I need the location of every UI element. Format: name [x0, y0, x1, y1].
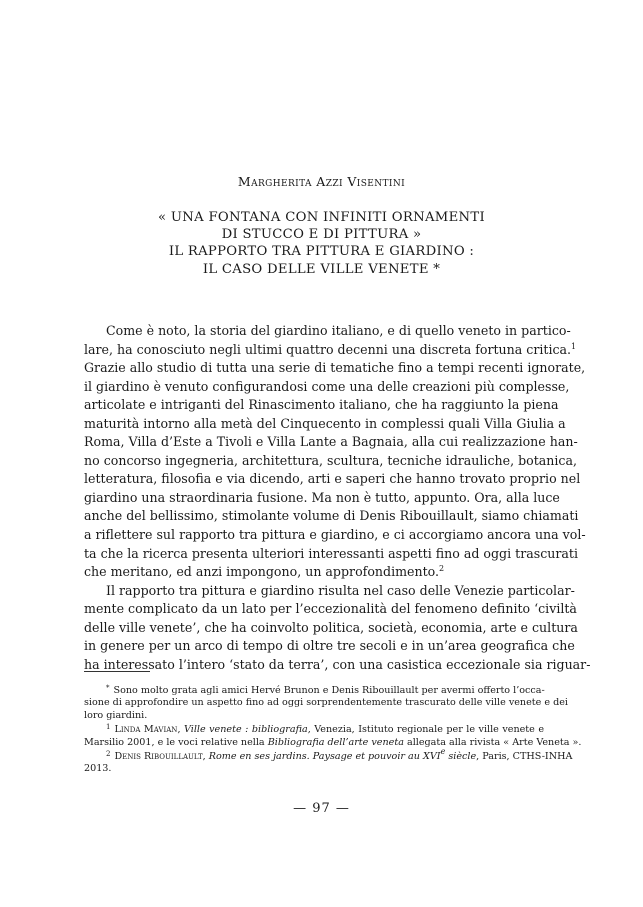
text-line: il giardino è venuto configurandosi come una delle creazioni più complesse,: [84, 378, 570, 394]
text-line: lare, ha conosciuto negli ultimi quattro decenni una discreta fortuna critica.$^1$: [84, 341, 577, 357]
footnote-ref-2[interactable]: 2: [439, 564, 445, 574]
footnote-line: loro giardini.: [84, 709, 148, 721]
title-line: IL CASO DELLE VILLE VENETE *: [202, 261, 441, 277]
footnote-title: [84, 684, 568, 722]
footnote-line: * Sono molto grata agli amici Hervé Brunon e Denis Ribouillault per avermi offerto l’occa-: [106, 684, 545, 696]
text-line: Il rapporto tra pittura e giardino risulta nel caso delle Venezie particolar-: [106, 582, 575, 598]
text-line: che meritano, ed anzi impongono, un approfondimento.$^2$: [84, 564, 445, 580]
footnote-divider: [84, 671, 150, 672]
paragraph-2: [84, 582, 591, 675]
text-line: anche del bellissimo, stimolante volume di Denis Ribouillault, siamo chiamati: [84, 508, 579, 524]
text-line: Come è noto, la storia del giardino italiano, e di quello veneto in partico-: [106, 323, 571, 338]
footnote-line: sione di approfondire un aspetto fino ad oggi sorprendentemente trascurato delle ville venete e dei: [84, 697, 568, 709]
author-name: Margherita Azzi Visentini: [237, 174, 406, 189]
paragraph-1: [84, 322, 586, 582]
footnote-mark: *: [106, 684, 110, 692]
text-line: Grazie allo studio di tutta una serie di tematiche fino a tempi recenti ignorate,: [84, 360, 586, 376]
footnote-1: [84, 723, 582, 749]
text-line: articolate e intriganti del Rinascimento italiano, che ha raggiunto la piena: [84, 397, 559, 413]
footnote-ref-1[interactable]: 1: [571, 341, 577, 351]
text-line: a riflettere sul rapporto tra pittura e giardino, e ci accorgiamo ancora una vol-: [84, 527, 586, 543]
footnote-mark: 2: [106, 750, 111, 759]
page-number: — 97 —: [293, 801, 350, 816]
text-line: no concorso ingegneria, architettura, scultura, tecniche idrauliche, botanica,: [84, 452, 578, 468]
footnote-2: [84, 747, 573, 776]
text-line: ha interessato l’intero ‘stato da terra’, con una casistica eccezionale sia riguar-: [84, 656, 591, 672]
text-line: letteratura, filosofia e via dicendo, arti e saperi che hanno trovato proprio nel: [84, 471, 581, 487]
footnote-line: 2013.: [84, 763, 112, 775]
footnote-line: Marsilio 2001, e le voci relative nella Bibliografia dell’arte veneta allegata alla rivista « Arte Veneta ».: [84, 736, 582, 748]
text-line: ta che la ricerca presenta ulteriori interessanti aspetti fino ad oggi trascurati: [84, 545, 578, 561]
article-title: [0, 209, 643, 278]
text-line: Roma, Villa d’Este a Tivoli e Villa Lante a Bagnaia, alla cui realizzazione han-: [84, 434, 578, 450]
body-text: [84, 322, 591, 674]
title-footnote-mark: *: [433, 261, 441, 277]
text-line: in genere per un arco di tempo di oltre tre secoli e in un’area geografica che: [84, 638, 575, 654]
title-line: DI STUCCO E DI PITTURA »: [221, 227, 422, 243]
title-line: IL RAPPORTO TRA PITTURA E GIARDINO :: [168, 244, 475, 260]
footnotes: [84, 684, 582, 778]
text-line: mente complicato da un lato per l’eccezionalità del fenomeno definito ‘civiltà: [84, 601, 577, 617]
text-line: maturità intorno alla metà del Cinquecento in complessi quali Villa Giulia a: [84, 415, 566, 431]
text-line: delle ville venete’, che ha coinvolto politica, società, economia, arte e cultura: [84, 619, 578, 635]
text-line: giardino una straordinaria fusione. Ma non è tutto, appunto. Ora, alla luce: [84, 489, 560, 505]
footnote-line: $^1$ Linda Mavian, Ville venete : bibliografia, Venezia, Istituto regionale per le ville venete e: [106, 723, 545, 736]
title-line: « UNA FONTANA CON INFINITI ORNAMENTI: [158, 210, 485, 225]
footnote-mark: 1: [106, 723, 111, 732]
footnote-line: $^2$ Denis Ribouillault, Rome en ses jardins. Paysage et pouvoir au XVIe siècle, Paris, CTHS-INHA: [106, 747, 573, 763]
